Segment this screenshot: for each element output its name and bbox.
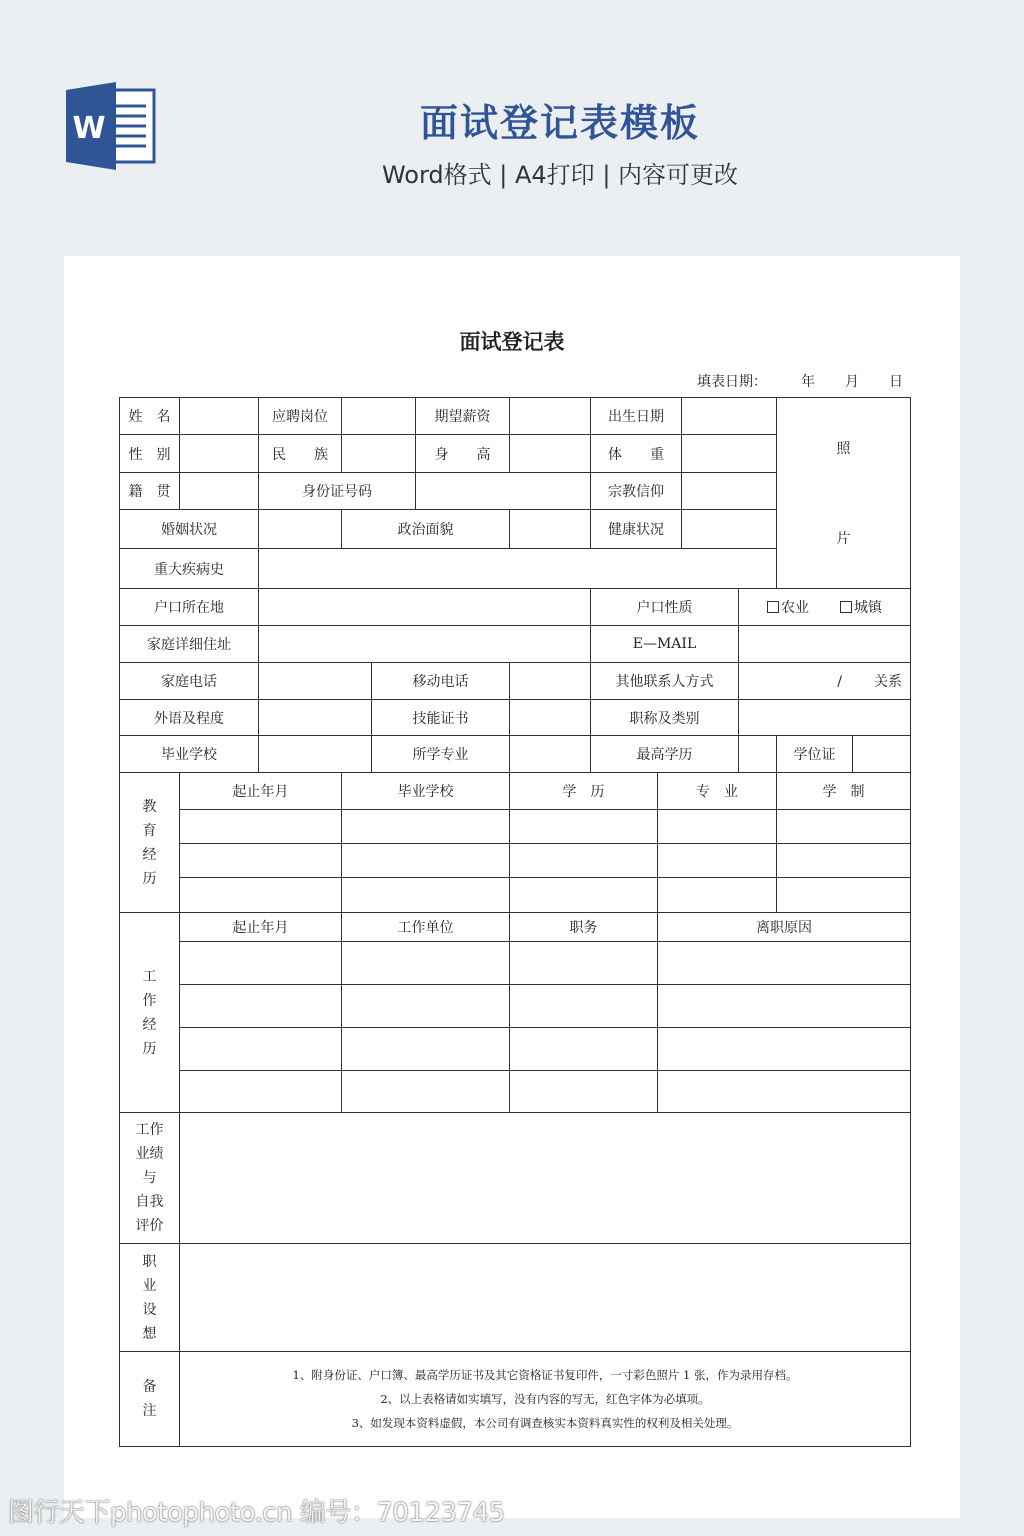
- position-label: 应聘岗位: [259, 398, 342, 435]
- work-cell[interactable]: [342, 1028, 510, 1071]
- work-cell[interactable]: [510, 1028, 658, 1071]
- note-item: 1、附身份证、户口簿、最高学历证书及其它资格证书复印件，一寸彩色照片 1 张，作为录用存档。: [292, 1368, 798, 1382]
- grad-school-label: 毕业学校: [120, 736, 259, 773]
- salary-field[interactable]: [510, 398, 591, 435]
- id-number-label: 身份证号码: [259, 473, 416, 510]
- work-header-period: 起止年月: [180, 913, 342, 942]
- form-title: 面试登记表: [459, 329, 565, 354]
- table-row: [120, 663, 911, 700]
- hukou-town-label: 城镇: [853, 600, 882, 616]
- major-field[interactable]: [510, 736, 591, 773]
- table-row: [120, 1352, 911, 1447]
- address-field[interactable]: [259, 626, 591, 663]
- other-contact-field[interactable]: [739, 663, 911, 700]
- weight-label: 体 重: [591, 435, 682, 473]
- edu-cell[interactable]: [342, 844, 510, 878]
- mobile-label: 移动电话: [372, 663, 510, 700]
- id-number-field[interactable]: [416, 473, 591, 510]
- edu-header-period: 起止年月: [180, 773, 342, 810]
- salary-label: 期望薪资: [416, 398, 510, 435]
- birthdate-label: 出生日期: [591, 398, 682, 435]
- edu-cell[interactable]: [510, 810, 658, 844]
- edu-cell[interactable]: [342, 810, 510, 844]
- work-cell[interactable]: [510, 985, 658, 1028]
- table-row: [120, 810, 911, 844]
- fill-date-day: 日: [889, 374, 903, 390]
- other-contact-label: 其他联系人方式: [591, 663, 739, 700]
- word-document-icon: [64, 82, 158, 170]
- gender-field[interactable]: [180, 435, 259, 473]
- home-phone-field[interactable]: [259, 663, 372, 700]
- work-cell[interactable]: [342, 1071, 510, 1113]
- work-cell[interactable]: [180, 985, 342, 1028]
- table-row: [120, 398, 911, 435]
- watermark: 图行天下photophoto.cn 编号：70123745: [8, 1498, 505, 1528]
- political-field[interactable]: [510, 510, 591, 549]
- language-label: 外语及程度: [120, 700, 259, 736]
- work-cell[interactable]: [658, 942, 911, 985]
- edu-cell[interactable]: [510, 878, 658, 913]
- fill-date: [697, 371, 903, 391]
- table-row: [120, 773, 911, 810]
- edu-cell[interactable]: [180, 810, 342, 844]
- performance-field[interactable]: [180, 1113, 911, 1244]
- title-cat-label: 职称及类别: [591, 700, 739, 736]
- relation-label: 关系: [874, 674, 902, 690]
- work-cell[interactable]: [180, 1028, 342, 1071]
- height-field[interactable]: [510, 435, 591, 473]
- work-cell[interactable]: [342, 942, 510, 985]
- career-field[interactable]: [180, 1244, 911, 1352]
- edu-cell[interactable]: [777, 810, 911, 844]
- banner-title: 面试登记表模板: [419, 101, 700, 145]
- major-label: 所学专业: [372, 736, 510, 773]
- gender-label: 性 别: [120, 435, 180, 473]
- hometown-field[interactable]: [180, 473, 259, 510]
- edu-cell[interactable]: [510, 844, 658, 878]
- work-header-reason: 离职原因: [658, 913, 911, 942]
- registration-form-table: [119, 397, 911, 1447]
- political-label: 政治面貌: [342, 510, 510, 549]
- name-field[interactable]: [180, 398, 259, 435]
- hometown-label: 籍 贯: [120, 473, 180, 510]
- hukou-agri-label: 农业: [781, 600, 810, 616]
- table-row: [120, 1028, 911, 1071]
- grad-school-field[interactable]: [259, 736, 372, 773]
- table-row: [120, 700, 911, 736]
- home-phone-label: 家庭电话: [120, 663, 259, 700]
- skill-cert-label: 技能证书: [372, 700, 510, 736]
- table-row: [120, 913, 911, 942]
- notes-side-label: 备 注: [120, 1352, 180, 1447]
- table-row: [120, 1113, 911, 1244]
- email-label: E—MAIL: [591, 626, 739, 663]
- work-cell[interactable]: [180, 942, 342, 985]
- table-row: [120, 942, 911, 985]
- note-item: 3、如发现本资料虚假，本公司有调查核实本资料真实性的权利及相关处理。: [351, 1416, 739, 1430]
- illness-field[interactable]: [259, 549, 777, 589]
- mobile-field[interactable]: [510, 663, 591, 700]
- hukou-town-checkbox[interactable]: [840, 601, 852, 613]
- health-label: 健康状况: [591, 510, 682, 549]
- weight-field[interactable]: [682, 435, 777, 473]
- email-field[interactable]: [739, 626, 911, 663]
- table-row: [120, 736, 911, 773]
- height-label: 身 高: [416, 435, 510, 473]
- skill-cert-field[interactable]: [510, 700, 591, 736]
- education-side-label: 教 育 经 历: [120, 773, 180, 913]
- degree-label: 学位证: [777, 736, 853, 773]
- table-row: [120, 1244, 911, 1352]
- edu-cell[interactable]: [777, 844, 911, 878]
- highest-edu-label: 最高学历: [591, 736, 739, 773]
- work-side-label: 工 作 经 历: [120, 913, 180, 1113]
- work-cell[interactable]: [342, 985, 510, 1028]
- edu-cell[interactable]: [180, 844, 342, 878]
- title-cat-field[interactable]: [739, 700, 911, 736]
- notes-content: [180, 1352, 911, 1447]
- fill-date-year: 年: [801, 374, 815, 390]
- marital-field[interactable]: [259, 510, 342, 549]
- hukou-type-options: [739, 589, 911, 626]
- edu-cell[interactable]: [658, 878, 777, 913]
- name-label: 姓 名: [120, 398, 180, 435]
- table-row: [120, 844, 911, 878]
- contact-slash: /: [837, 674, 842, 690]
- work-cell[interactable]: [658, 985, 911, 1028]
- fill-date-label: 填表日期：: [697, 374, 767, 390]
- work-cell[interactable]: [658, 1028, 911, 1071]
- language-field[interactable]: [259, 700, 372, 736]
- work-header-role: 职务: [510, 913, 658, 942]
- edu-header-major: 专 业: [658, 773, 777, 810]
- work-cell[interactable]: [180, 1071, 342, 1113]
- religion-label: 宗教信仰: [591, 473, 682, 510]
- table-row: [120, 1071, 911, 1113]
- edu-header-school: 毕业学校: [342, 773, 510, 810]
- work-cell[interactable]: [510, 1071, 658, 1113]
- work-header-company: 工作单位: [342, 913, 510, 942]
- note-item: 2、以上表格请如实填写，没有内容的写无，红色字体为必填项。: [380, 1392, 710, 1406]
- photo-label-1: 照: [836, 441, 851, 457]
- edu-cell[interactable]: [658, 844, 777, 878]
- edu-cell[interactable]: [180, 878, 342, 913]
- hukou-location-field[interactable]: [259, 589, 591, 626]
- illness-label: 重大疾病史: [120, 549, 259, 589]
- ethnicity-label: 民 族: [259, 435, 342, 473]
- career-side-label: 职 业 设 想: [120, 1244, 180, 1352]
- hukou-type-label: 户口性质: [591, 589, 739, 626]
- hukou-location-label: 户口所在地: [120, 589, 259, 626]
- work-cell[interactable]: [510, 942, 658, 985]
- table-row: [120, 985, 911, 1028]
- edu-header-degree: 学 历: [510, 773, 658, 810]
- ethnicity-field[interactable]: [342, 435, 416, 473]
- photo-label-2: 片: [836, 531, 851, 547]
- position-field[interactable]: [342, 398, 416, 435]
- banner-subtitle: Word格式 | A4打印 | 内容可更改: [381, 161, 739, 189]
- performance-side-label: 工作 业绩 与 自我 评价: [120, 1113, 180, 1244]
- address-label: 家庭详细住址: [120, 626, 259, 663]
- religion-field[interactable]: [682, 473, 777, 510]
- table-row: [120, 589, 911, 626]
- marital-label: 婚姻状况: [120, 510, 259, 549]
- degree-field[interactable]: [853, 736, 911, 773]
- health-field[interactable]: [682, 510, 777, 549]
- table-row: [120, 626, 911, 663]
- fill-date-month: 月: [845, 374, 859, 390]
- hukou-agri-checkbox[interactable]: [767, 601, 779, 613]
- table-row: [120, 878, 911, 913]
- edu-header-length: 学 制: [777, 773, 911, 810]
- birthdate-field[interactable]: [682, 398, 777, 435]
- edu-cell[interactable]: [777, 878, 911, 913]
- highest-edu-field[interactable]: [739, 736, 777, 773]
- svg-text:W: W: [72, 111, 106, 146]
- work-cell[interactable]: [658, 1071, 911, 1113]
- edu-cell[interactable]: [342, 878, 510, 913]
- photo-box[interactable]: [777, 398, 911, 589]
- edu-cell[interactable]: [658, 810, 777, 844]
